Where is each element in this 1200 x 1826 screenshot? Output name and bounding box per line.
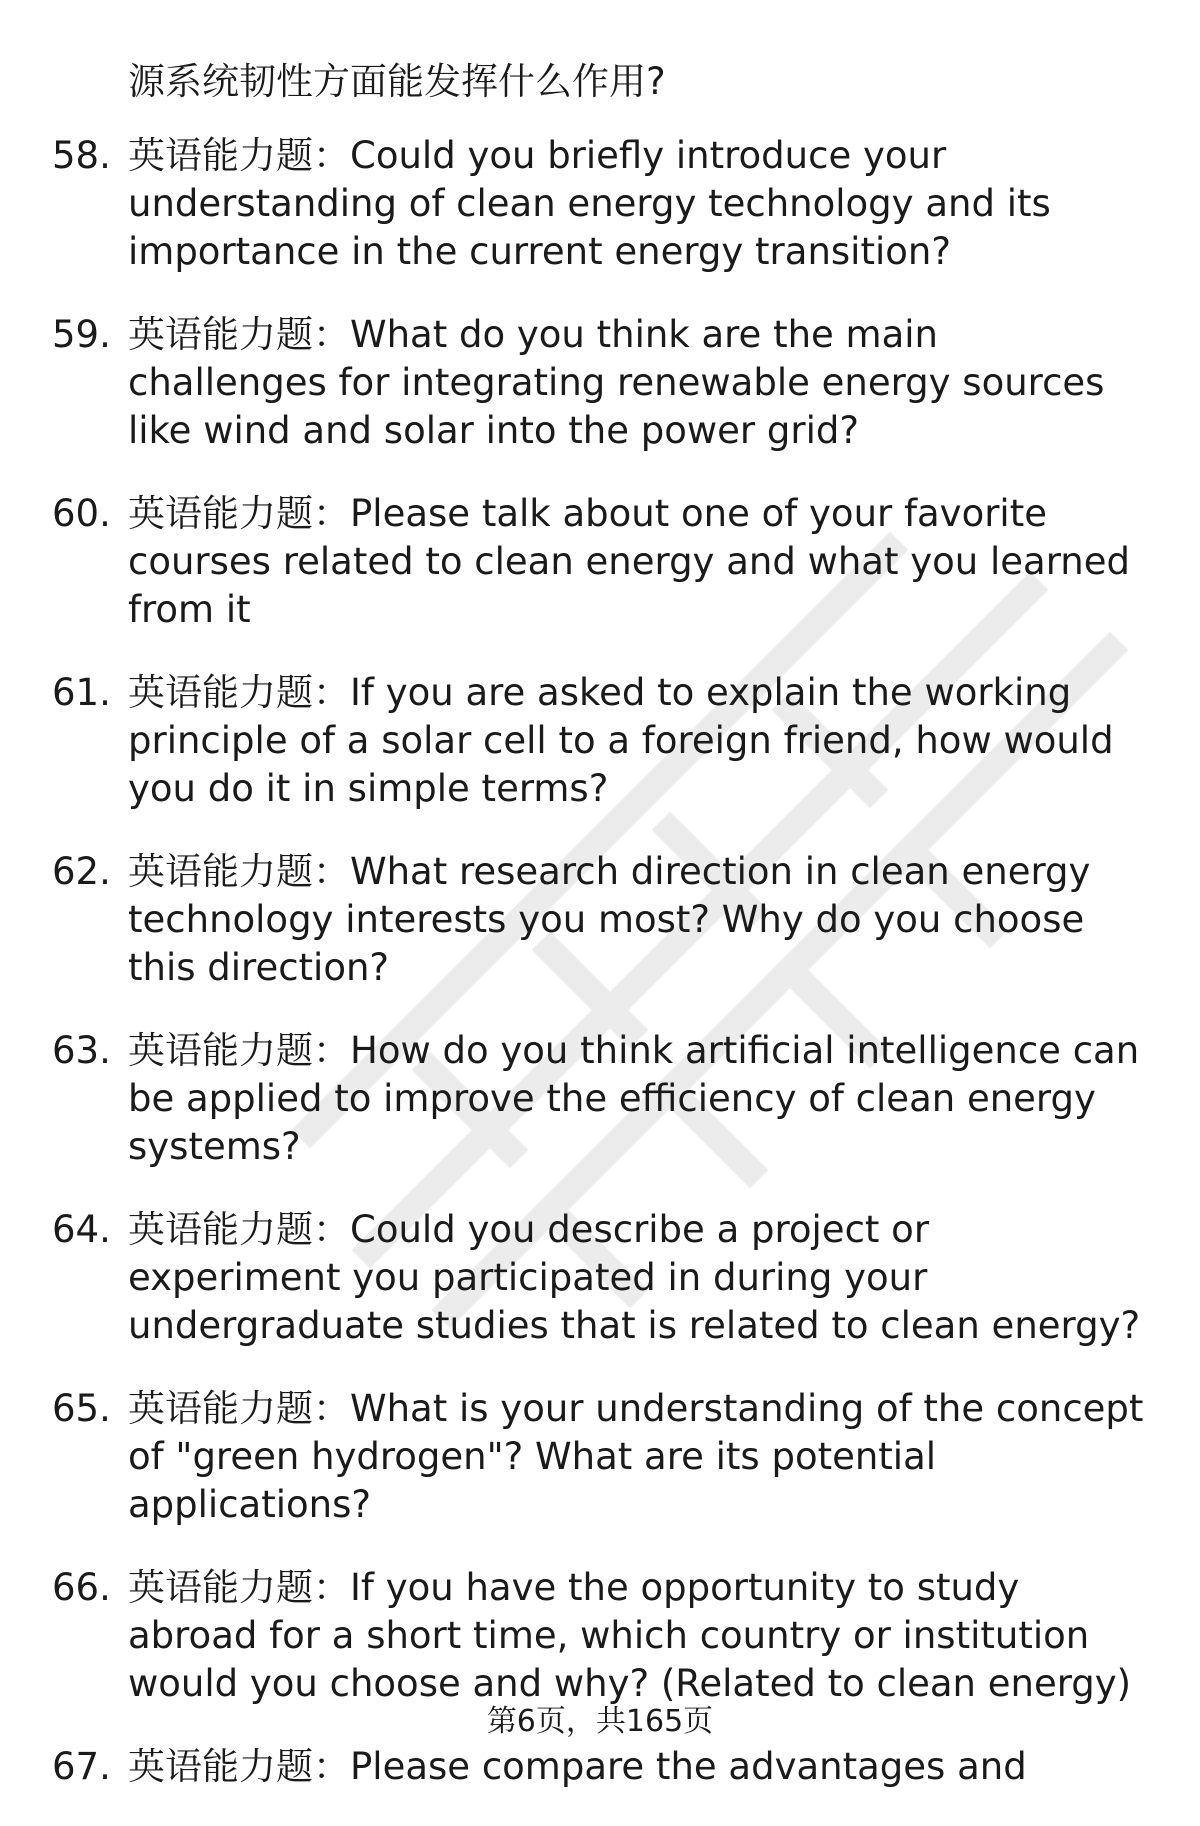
question-text: 英语能力题：Please compare the advantages and: [128, 1745, 1027, 1788]
continued-question-text: 源系统韧性方面能发挥什么作用?: [128, 60, 666, 103]
question-text: 英语能力题：If you have the opportunity to study abroad for a short time, which country or institution would you choose and why? (Related to clean energy): [128, 1566, 1132, 1705]
question-number: 61.: [52, 671, 111, 714]
page-footer: 第6页，共165页: [486, 1704, 714, 1739]
question-number: 63.: [52, 1029, 111, 1072]
question-number: 66.: [52, 1566, 111, 1609]
question-list: [0, 132, 1200, 1826]
question-item: [0, 490, 1200, 634]
question-item: [0, 132, 1200, 276]
question-number: 62.: [52, 850, 111, 893]
question-text: 英语能力题：What research direction in clean energy technology interests you most? Why do you choose this direction?: [128, 850, 1091, 989]
question-text: 英语能力题：What is your understanding of the concept of "green hydrogen"? What are its potential applications?: [128, 1387, 1144, 1526]
question-number: 58.: [52, 134, 111, 177]
question-text: 英语能力题：How do you think artificial intelligence can be applied to improve the efficiency of clean energy systems?: [128, 1029, 1140, 1168]
question-text: 英语能力题：What do you think are the main challenges for integrating renewable energy sources like wind and solar into the power grid?: [128, 313, 1105, 452]
question-text: 英语能力题：Could you describe a project or experiment you participated in during your undergraduate studies that is related to clean energy?: [128, 1208, 1141, 1347]
question-number: 65.: [52, 1387, 111, 1430]
question-item: [0, 1743, 1200, 1791]
question-item: [0, 848, 1200, 992]
question-item: [0, 311, 1200, 455]
question-text: 英语能力题：If you are asked to explain the working principle of a solar cell to a foreign friend, how would you do it in simple terms?: [128, 671, 1114, 810]
question-item: [0, 1564, 1200, 1708]
question-item: [0, 1206, 1200, 1350]
question-number: 60.: [52, 492, 111, 535]
question-item: [0, 669, 1200, 813]
question-number: 67.: [52, 1745, 111, 1788]
question-text: 英语能力题：Could you briefly introduce your understanding of clean energy technology and its importance in the current energy transition?: [128, 134, 1051, 273]
question-number: 59.: [52, 313, 111, 356]
question-text: 英语能力题：Please talk about one of your favorite courses related to clean energy and what you learned from it: [128, 492, 1130, 631]
question-item: [0, 1385, 1200, 1529]
question-number: 64.: [52, 1208, 111, 1251]
question-item: [0, 1027, 1200, 1171]
